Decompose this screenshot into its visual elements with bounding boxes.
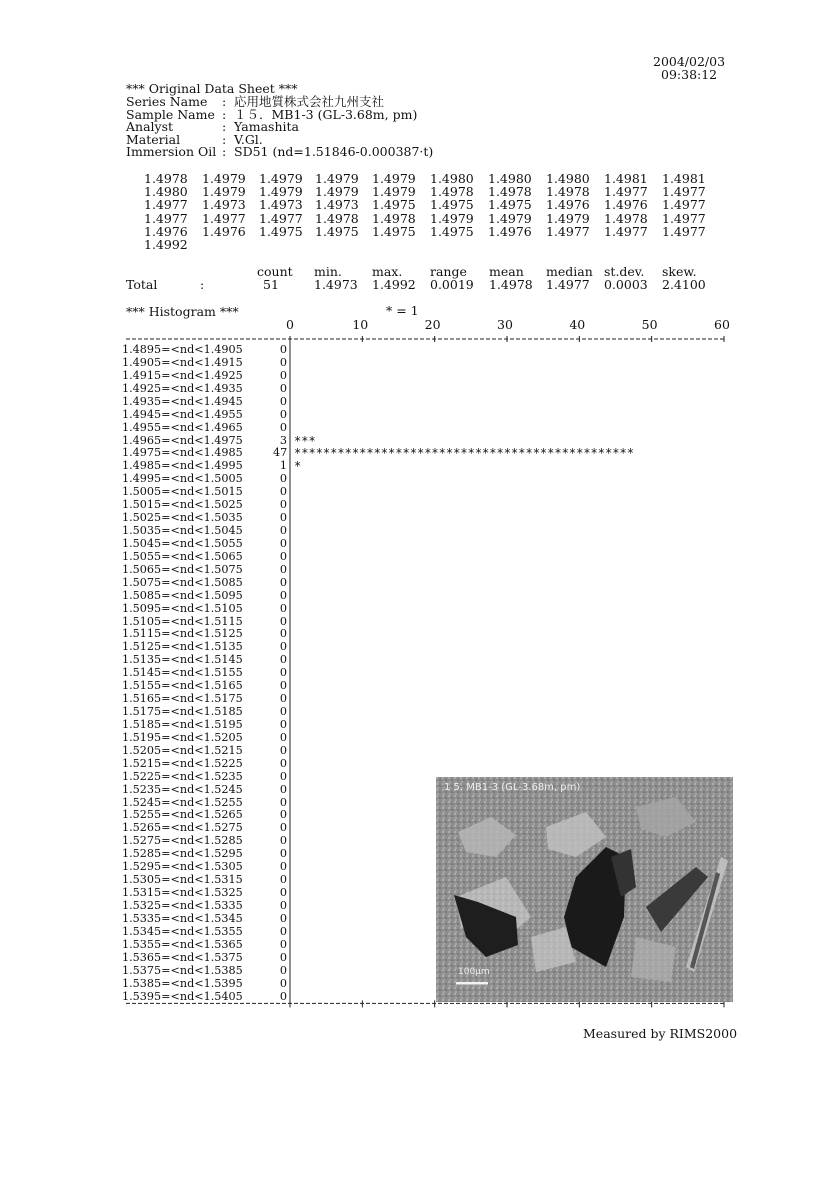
header-separator: : [222, 119, 227, 135]
bin-count: 0 [279, 937, 287, 951]
bin-label: 1.5305=<nd<1.5315 [122, 873, 243, 887]
bin-count: 0 [279, 536, 287, 550]
bin-label: 1.5005=<nd<1.5015 [122, 485, 243, 499]
bin-count: 0 [279, 976, 287, 990]
bin-label: 1.5115=<nd<1.5125 [122, 627, 243, 641]
stats-header: skew. [662, 264, 697, 279]
measurement-value: 1.4977 [662, 223, 706, 239]
header-label: Material [126, 131, 181, 147]
bin-label: 1.5245=<nd<1.5255 [122, 795, 243, 809]
header-value: V.Gl. [234, 131, 263, 147]
histogram-bar: *********************************************** [294, 446, 634, 461]
bin-count: 0 [279, 511, 287, 525]
bin-count: 0 [279, 834, 287, 848]
stats-value: 0.0003 [604, 277, 648, 292]
stats-header: st.dev. [604, 264, 645, 279]
header-separator: : [222, 106, 227, 122]
axis-tick-label: 0 [286, 317, 294, 332]
bin-count: 0 [279, 472, 287, 486]
measurement-value: 1.4980 [144, 184, 188, 200]
bin-label: 1.5335=<nd<1.5345 [122, 911, 243, 925]
bin-count: 0 [279, 808, 287, 822]
measurement-value: 1.4975 [259, 223, 303, 239]
measurement-value: 1.4975 [372, 197, 416, 213]
bin-label: 1.4915=<nd<1.4925 [122, 368, 243, 382]
bin-count: 3 [279, 433, 287, 447]
bin-count: 0 [279, 407, 287, 421]
bin-count: 0 [279, 950, 287, 964]
measurement-value: 1.4992 [144, 237, 188, 252]
measurement-value: 1.4975 [372, 223, 416, 239]
header-value: 応用地質株式会社九州支社 [234, 94, 385, 109]
sheet-title: *** Original Data Sheet *** [126, 81, 298, 96]
stats-value: 1.4973 [314, 277, 358, 292]
measurement-value: 1.4979 [488, 210, 532, 226]
stats-header: max. [372, 264, 403, 279]
bin-count: 0 [279, 575, 287, 589]
measurement-value: 1.4977 [604, 184, 648, 200]
measurement-value: 1.4976 [604, 197, 648, 213]
bin-count: 0 [279, 756, 287, 770]
header-separator: : [222, 144, 227, 160]
bin-label: 1.5075=<nd<1.5085 [122, 575, 243, 589]
bin-label: 1.5255=<nd<1.5265 [122, 808, 243, 822]
bin-count: 0 [279, 821, 287, 835]
stats-value: 0.0019 [430, 277, 474, 292]
bin-label: 1.5025=<nd<1.5035 [122, 511, 243, 525]
measurement-value: 1.4975 [315, 223, 359, 239]
bin-label: 1.5385=<nd<1.5395 [122, 976, 243, 990]
footer-measured-by: Measured by RIMS2000 [583, 1026, 738, 1041]
bin-label: 1.5055=<nd<1.5065 [122, 549, 243, 563]
stats-value: 1.4977 [546, 277, 590, 292]
bin-count: 0 [279, 782, 287, 796]
bin-label: 1.4995=<nd<1.5005 [122, 472, 243, 486]
header-separator: : [222, 94, 227, 109]
stats-header: mean [489, 264, 524, 279]
measurement-value: 1.4980 [488, 171, 532, 186]
bin-count: 0 [279, 873, 287, 887]
bin-label: 1.5355=<nd<1.5365 [122, 937, 243, 951]
measurement-value: 1.4977 [546, 223, 590, 239]
measurement-value: 1.4978 [430, 184, 474, 200]
photo-caption: 1 5. MB1-3 (GL-3.68m, pm) [444, 782, 581, 793]
bin-count: 0 [279, 368, 287, 382]
measurement-value: 1.4981 [604, 171, 648, 186]
bin-label: 1.5015=<nd<1.5025 [122, 498, 243, 512]
measurement-value: 1.4976 [488, 223, 532, 239]
header-value: １５．MB1-3 (GL-3.68m, pm) [234, 106, 418, 122]
bin-count: 0 [279, 886, 287, 900]
axis-tick-label: 40 [569, 317, 586, 332]
header-label: Series Name [126, 94, 208, 109]
stats-header: min. [314, 264, 342, 279]
measurement-value: 1.4977 [604, 223, 648, 239]
bin-label: 1.5105=<nd<1.5115 [122, 614, 243, 628]
bin-count: 0 [279, 743, 287, 757]
stats-value: 1.4992 [372, 277, 416, 292]
measurement-value: 1.4976 [202, 223, 246, 239]
stats-value: 1.4978 [489, 277, 533, 292]
bin-count: 0 [279, 666, 287, 680]
bin-label: 1.5205=<nd<1.5215 [122, 743, 243, 757]
measurement-value: 1.4977 [662, 197, 706, 213]
bin-count: 0 [279, 898, 287, 912]
measurement-value: 1.4978 [372, 210, 416, 226]
measurement-value: 1.4979 [315, 184, 359, 200]
measurement-value: 1.4977 [202, 210, 246, 226]
bin-label: 1.5145=<nd<1.5155 [122, 666, 243, 680]
bin-count: 0 [279, 963, 287, 977]
measurement-value: 1.4978 [144, 171, 188, 186]
bin-label: 1.5095=<nd<1.5105 [122, 601, 243, 615]
axis-tick-label: 20 [424, 317, 441, 332]
stats-header: count [257, 264, 293, 279]
bin-count: 0 [279, 355, 287, 369]
measurement-value: 1.4978 [546, 184, 590, 200]
measurement-value: 1.4979 [546, 210, 590, 226]
bin-label: 1.4925=<nd<1.4935 [122, 381, 243, 395]
header-label: Analyst [126, 119, 174, 135]
bin-count: 0 [279, 498, 287, 512]
bin-count: 0 [279, 381, 287, 395]
measurement-value: 1.4979 [259, 184, 303, 200]
report-date: 2004/02/03 [653, 54, 726, 69]
measurement-value: 1.4976 [144, 223, 188, 239]
measurement-value: 1.4973 [259, 197, 303, 213]
bin-label: 1.5175=<nd<1.5185 [122, 705, 243, 719]
bin-count: 0 [279, 588, 287, 602]
measurement-value: 1.4979 [202, 184, 246, 200]
bin-count: 0 [279, 860, 287, 874]
report-time: 09:38:12 [661, 67, 718, 82]
measurement-value: 1.4977 [144, 197, 188, 213]
bin-count: 0 [279, 692, 287, 706]
measurement-value: 1.4976 [546, 197, 590, 213]
bin-count: 0 [279, 924, 287, 938]
bin-label: 1.5285=<nd<1.5295 [122, 847, 243, 861]
bin-label: 1.4955=<nd<1.4965 [122, 420, 243, 434]
header-separator: : [222, 131, 227, 147]
stats-header: range [430, 264, 467, 279]
measurement-value: 1.4977 [662, 210, 706, 226]
bin-label: 1.5065=<nd<1.5075 [122, 562, 243, 576]
stats-value: 2.4100 [662, 277, 706, 292]
bin-label: 1.5185=<nd<1.5195 [122, 717, 243, 731]
bin-label: 1.4985=<nd<1.4995 [122, 459, 243, 473]
bin-count: 0 [279, 989, 287, 1003]
bin-label: 1.5165=<nd<1.5175 [122, 692, 243, 706]
bin-label: 1.5395=<nd<1.5405 [122, 989, 243, 1003]
stats-row-label: Total [126, 277, 158, 292]
bin-count: 0 [279, 394, 287, 408]
bin-label: 1.4975=<nd<1.4985 [122, 446, 243, 460]
measurement-value: 1.4981 [662, 171, 706, 186]
measurement-value: 1.4979 [372, 184, 416, 200]
bin-count: 0 [279, 911, 287, 925]
bin-label: 1.4905=<nd<1.4915 [122, 355, 243, 369]
bin-label: 1.5315=<nd<1.5325 [122, 886, 243, 900]
measurement-value: 1.4977 [662, 184, 706, 200]
measurement-value: 1.4975 [430, 197, 474, 213]
measurement-value: 1.4979 [315, 171, 359, 186]
header-label: Sample Name [126, 106, 215, 122]
bin-count: 0 [279, 730, 287, 744]
bin-count: 0 [279, 524, 287, 538]
measurement-value: 1.4979 [430, 210, 474, 226]
bin-label: 1.5155=<nd<1.5165 [122, 679, 243, 693]
bin-count: 1 [279, 459, 287, 473]
measurement-value: 1.4980 [430, 171, 474, 186]
bin-label: 1.5325=<nd<1.5335 [122, 898, 243, 912]
bin-count: 0 [279, 795, 287, 809]
bin-count: 0 [279, 420, 287, 434]
bin-count: 0 [279, 549, 287, 563]
stats-header: median [546, 264, 593, 279]
bin-label: 1.5125=<nd<1.5135 [122, 640, 243, 654]
bin-label: 1.4935=<nd<1.4945 [122, 394, 243, 408]
bin-label: 1.5345=<nd<1.5355 [122, 924, 243, 938]
header-row [126, 145, 433, 158]
bin-count: 0 [279, 627, 287, 641]
measurement-value: 1.4977 [144, 210, 188, 226]
measurement-value: 1.4973 [202, 197, 246, 213]
axis-tick-label: 10 [352, 317, 369, 332]
measurement-value: 1.4978 [315, 210, 359, 226]
bin-count: 0 [279, 343, 287, 356]
bin-label: 1.5275=<nd<1.5285 [122, 834, 243, 848]
measurement-value: 1.4980 [546, 171, 590, 186]
bin-count: 0 [279, 562, 287, 576]
measurement-value: 1.4975 [430, 223, 474, 239]
histogram-bar: *** [294, 433, 316, 448]
measurement-value: 1.4975 [488, 197, 532, 213]
bin-count: 47 [273, 446, 288, 460]
bin-label: 1.4945=<nd<1.4955 [122, 407, 243, 421]
measurement-value: 1.4977 [259, 210, 303, 226]
bin-label: 1.5235=<nd<1.5245 [122, 782, 243, 796]
bin-label: 1.5035=<nd<1.5045 [122, 524, 243, 538]
bin-label: 1.5135=<nd<1.5145 [122, 653, 243, 667]
bin-label: 1.4965=<nd<1.4975 [122, 433, 243, 447]
photo-scale-label: 100µm [458, 967, 490, 977]
stats-value: 51 [263, 277, 279, 292]
header-value: Yamashita [234, 119, 299, 135]
bin-count: 0 [279, 717, 287, 731]
header-value: SD51 (nd=1.51846-0.000387·t) [234, 144, 434, 160]
bin-count: 0 [279, 847, 287, 861]
histogram-scale-note: * = 1 [386, 303, 419, 318]
measurement-value: 1.4978 [488, 184, 532, 200]
bin-label: 1.5215=<nd<1.5225 [122, 756, 243, 770]
bin-label: 1.5295=<nd<1.5305 [122, 860, 243, 874]
bin-count: 0 [279, 601, 287, 615]
bin-count: 0 [279, 640, 287, 654]
histogram-bar: * [294, 459, 302, 474]
header-label: Immersion Oil [126, 144, 217, 160]
bin-label: 1.5365=<nd<1.5375 [122, 950, 243, 964]
bin-label: 1.5045=<nd<1.5055 [122, 536, 243, 550]
histogram-title: *** Histogram *** [126, 304, 239, 319]
measurement-value: 1.4979 [202, 171, 246, 186]
measurement-value: 1.4978 [604, 210, 648, 226]
bin-label: 1.5085=<nd<1.5095 [122, 588, 243, 602]
bin-label: 1.5195=<nd<1.5205 [122, 730, 243, 744]
bin-label: 1.4895=<nd<1.4905 [122, 343, 243, 356]
bin-count: 0 [279, 614, 287, 628]
measurement-value: 1.4973 [315, 197, 359, 213]
bin-count: 0 [279, 769, 287, 783]
bin-count: 0 [279, 679, 287, 693]
bin-count: 0 [279, 653, 287, 667]
axis-tick-label: 60 [714, 317, 730, 332]
axis-tick-label: 30 [497, 317, 513, 332]
axis-tick-label: 50 [641, 317, 658, 332]
stats-colon: : [200, 277, 205, 292]
measurement-value: 1.4979 [259, 171, 303, 186]
bin-label: 1.5225=<nd<1.5235 [122, 769, 243, 783]
bin-count: 0 [279, 705, 287, 719]
micrograph-photo [436, 777, 733, 1002]
bin-label: 1.5265=<nd<1.5275 [122, 821, 243, 835]
measurement-value: 1.4979 [372, 171, 416, 186]
bin-count: 0 [279, 485, 287, 499]
bin-label: 1.5375=<nd<1.5385 [122, 963, 243, 977]
